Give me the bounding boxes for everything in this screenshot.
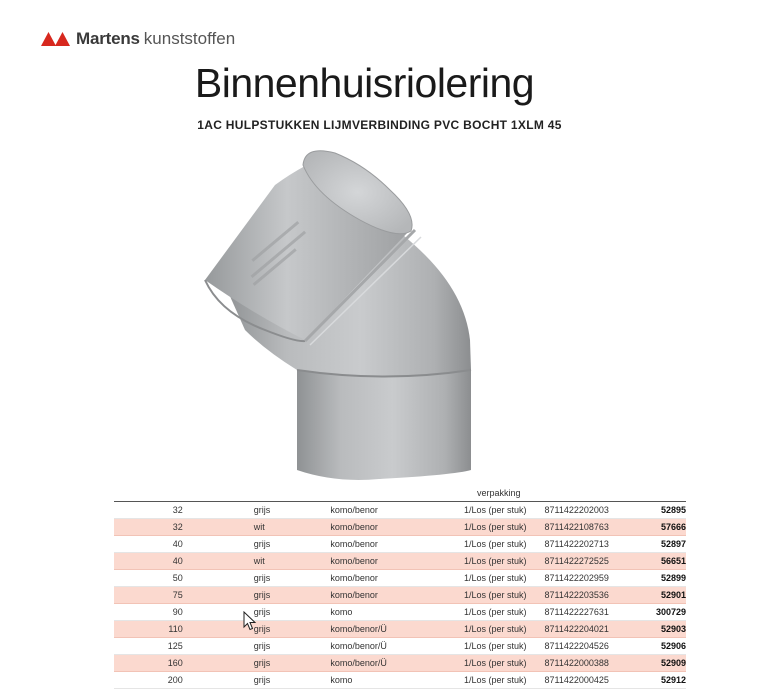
cell-size: 40: [172, 556, 183, 566]
cell-pack: 1/Los (per stuk): [463, 658, 527, 668]
table-row: [114, 570, 686, 587]
cell-article: 52899: [660, 573, 686, 583]
cell-pack: 1/Los (per stuk): [463, 624, 527, 634]
cell-article: 56651: [660, 556, 686, 566]
table-body: [114, 502, 686, 689]
martens-triangles-icon: [41, 32, 71, 46]
cell-pack: 1/Los (per stuk): [463, 573, 527, 583]
product-subtitle: 1AC HULPSTUKKEN LIJMVERBINDING PVC BOCHT 1XLM 45: [197, 118, 562, 132]
cell-pack: 1/Los (per stuk): [463, 641, 527, 651]
cell-pack: 1/Los (per stuk): [463, 590, 527, 600]
cell-pack: 1/Los (per stuk): [463, 539, 527, 549]
cell-article: 52895: [660, 505, 686, 515]
cell-keur: komo/benor/Ü: [330, 624, 387, 634]
cell-ean: 8711422108763: [544, 522, 609, 532]
table-row: [114, 553, 686, 570]
cell-color: wit: [253, 556, 265, 566]
cell-ean: 8711422202959: [544, 573, 609, 583]
cell-color: grijs: [253, 624, 271, 634]
cell-article: 57666: [660, 522, 686, 532]
cell-size: 50: [172, 573, 183, 583]
cell-size: 160: [167, 658, 183, 668]
cell-size: 40: [172, 539, 183, 549]
cell-ean: 8711422202003: [544, 505, 609, 515]
cell-size: 125: [167, 641, 183, 651]
table-row: [114, 638, 686, 655]
table-row: [114, 621, 686, 638]
cell-size: 200: [167, 675, 183, 685]
cell-keur: komo: [330, 607, 353, 617]
brand-name-light: kunststoffen: [143, 29, 236, 48]
table-row: [114, 536, 686, 553]
cell-ean: 8711422000388: [544, 658, 609, 668]
cell-ean: 8711422000425: [544, 675, 609, 685]
cell-color: grijs: [253, 658, 271, 668]
mouse-cursor-icon: [243, 611, 257, 636]
table-row: [114, 587, 686, 604]
cell-color: grijs: [253, 675, 271, 685]
cell-ean: 8711422202713: [544, 539, 609, 549]
cell-pack: 1/Los (per stuk): [463, 675, 527, 685]
cell-color: grijs: [253, 607, 271, 617]
cell-pack: 1/Los (per stuk): [463, 607, 527, 617]
brand-name-bold: Martens: [76, 29, 140, 48]
cell-size: 90: [172, 607, 183, 617]
cell-article: 52912: [660, 675, 686, 685]
cell-article: 52906: [660, 641, 686, 651]
table-row: [114, 502, 686, 519]
cell-keur: komo: [330, 675, 353, 685]
cell-keur: komo/benor/Ü: [330, 658, 387, 668]
cell-article: 300729: [655, 607, 686, 617]
cell-keur: komo/benor: [330, 556, 378, 566]
cell-color: grijs: [253, 573, 271, 583]
cell-keur: komo/benor: [330, 539, 378, 549]
cell-ean: 8711422227631: [544, 607, 609, 617]
column-header-verpakking: verpakking: [477, 488, 521, 498]
table-row: [114, 519, 686, 536]
cell-pack: 1/Los (per stuk): [463, 505, 527, 515]
cell-pack: 1/Los (per stuk): [463, 522, 527, 532]
table-row: [114, 655, 686, 672]
cell-color: grijs: [253, 539, 271, 549]
cell-ean: 8711422203536: [544, 590, 609, 600]
cell-keur: komo/benor/Ü: [330, 641, 387, 651]
cell-keur: komo/benor: [330, 505, 378, 515]
cell-keur: komo/benor: [330, 573, 378, 583]
page-title: Binnenhuisriolering: [194, 60, 535, 106]
cell-color: grijs: [253, 505, 271, 515]
cell-keur: komo/benor: [330, 590, 378, 600]
cell-keur: komo/benor: [330, 522, 378, 532]
cell-size: 110: [168, 624, 183, 634]
cell-color: wit: [253, 522, 265, 532]
cell-size: 75: [172, 590, 183, 600]
product-image: [185, 145, 485, 485]
cell-color: grijs: [253, 590, 271, 600]
cell-ean: 8711422272525: [544, 556, 609, 566]
brand-logo: [41, 29, 235, 49]
cell-ean: 8711422204526: [544, 641, 609, 651]
cell-article: 52897: [660, 539, 686, 549]
cell-article: 52903: [660, 624, 686, 634]
cell-size: 32: [172, 522, 183, 532]
cell-ean: 8711422204021: [544, 624, 609, 634]
cell-article: 52909: [660, 658, 686, 668]
table-row: [114, 672, 686, 689]
cell-pack: 1/Los (per stuk): [463, 556, 527, 566]
table-row: [114, 604, 686, 621]
cell-article: 52901: [660, 590, 686, 600]
cell-size: 32: [172, 505, 183, 515]
cell-color: grijs: [253, 641, 271, 651]
